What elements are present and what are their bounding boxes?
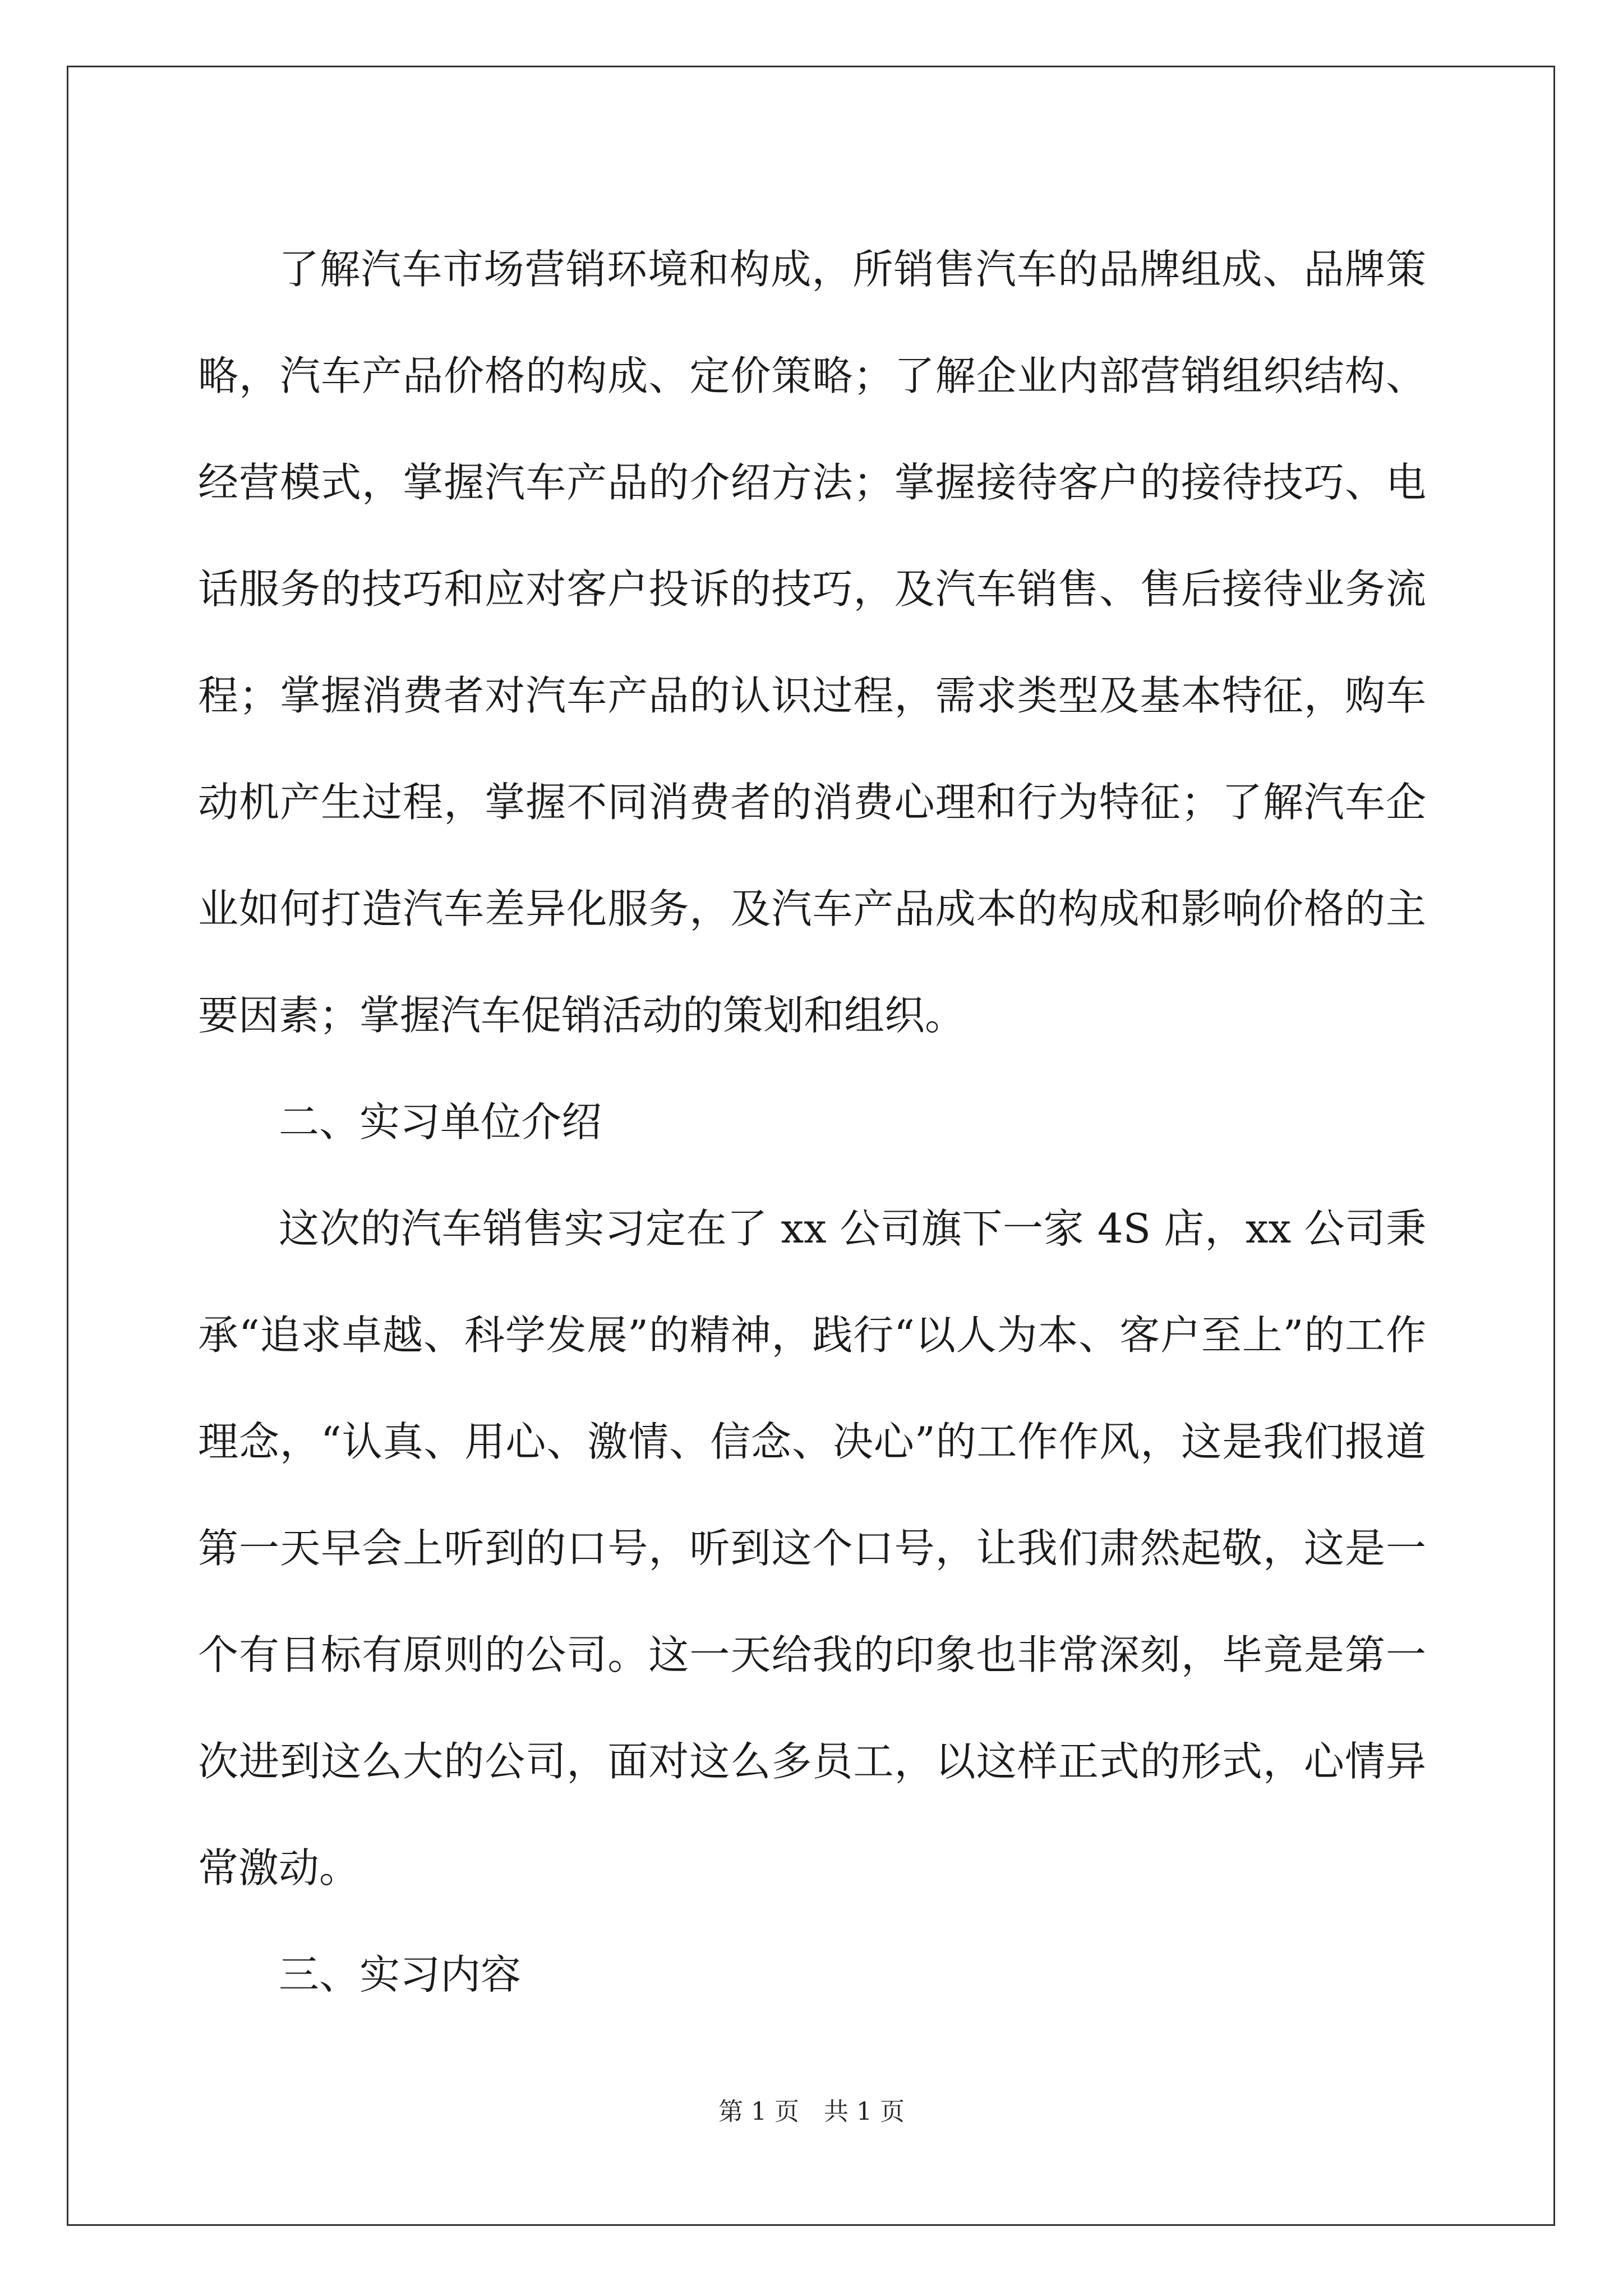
paragraph-marketing-skills: 了解汽车市场营销环境和构成，所销售汽车的品牌组成、品牌策略，汽车产品价格的构成、定价策略；了解企业内部营销组织结构、经营模式，掌握汽车产品的介绍方法；掌握接待客户的接待技巧、电话服务的技巧和应对客户投诉的技巧，及汽车销售、售后接待业务流程；掌握消费者对汽车产品的认识过程，需求类型及基本特征，购车动机产生过程，掌握不同消费者的消费心理和行为特征；了解汽车企业如何打造汽车差异化服务，及汽车产品成本的构成和影响价格的主要因素；掌握汽车促销活动的策划和组织。 [198, 246, 1426, 1039]
section-heading-internship-content: 三、实习内容 [279, 1951, 522, 1998]
paragraph-company-intro: 这次的汽车销售实习定在了 xx 公司旗下一家 4S 店，xx 公司秉承“追求卓越、科学发展”的精神，践行“以人为本、客户至上”的工作理念，“认真、用心、激情、信念、决心”的工作作风，这是我们报道第一天早会上听到的口号，听到这个口号，让我们肃然起敬，这是一个有目标有原则的公司。这一天给我的印象也非常深刻，毕竟是第一次进到这么大的公司，面对这么多员工，以这样正式的形式，心情异常激动。 [198, 1205, 1426, 1892]
document-body [198, 216, 1426, 2028]
page-footer: 第 1 页 共 1 页 [718, 2097, 905, 2126]
section-heading-company-intro: 二、实习单位介绍 [279, 1098, 602, 1145]
